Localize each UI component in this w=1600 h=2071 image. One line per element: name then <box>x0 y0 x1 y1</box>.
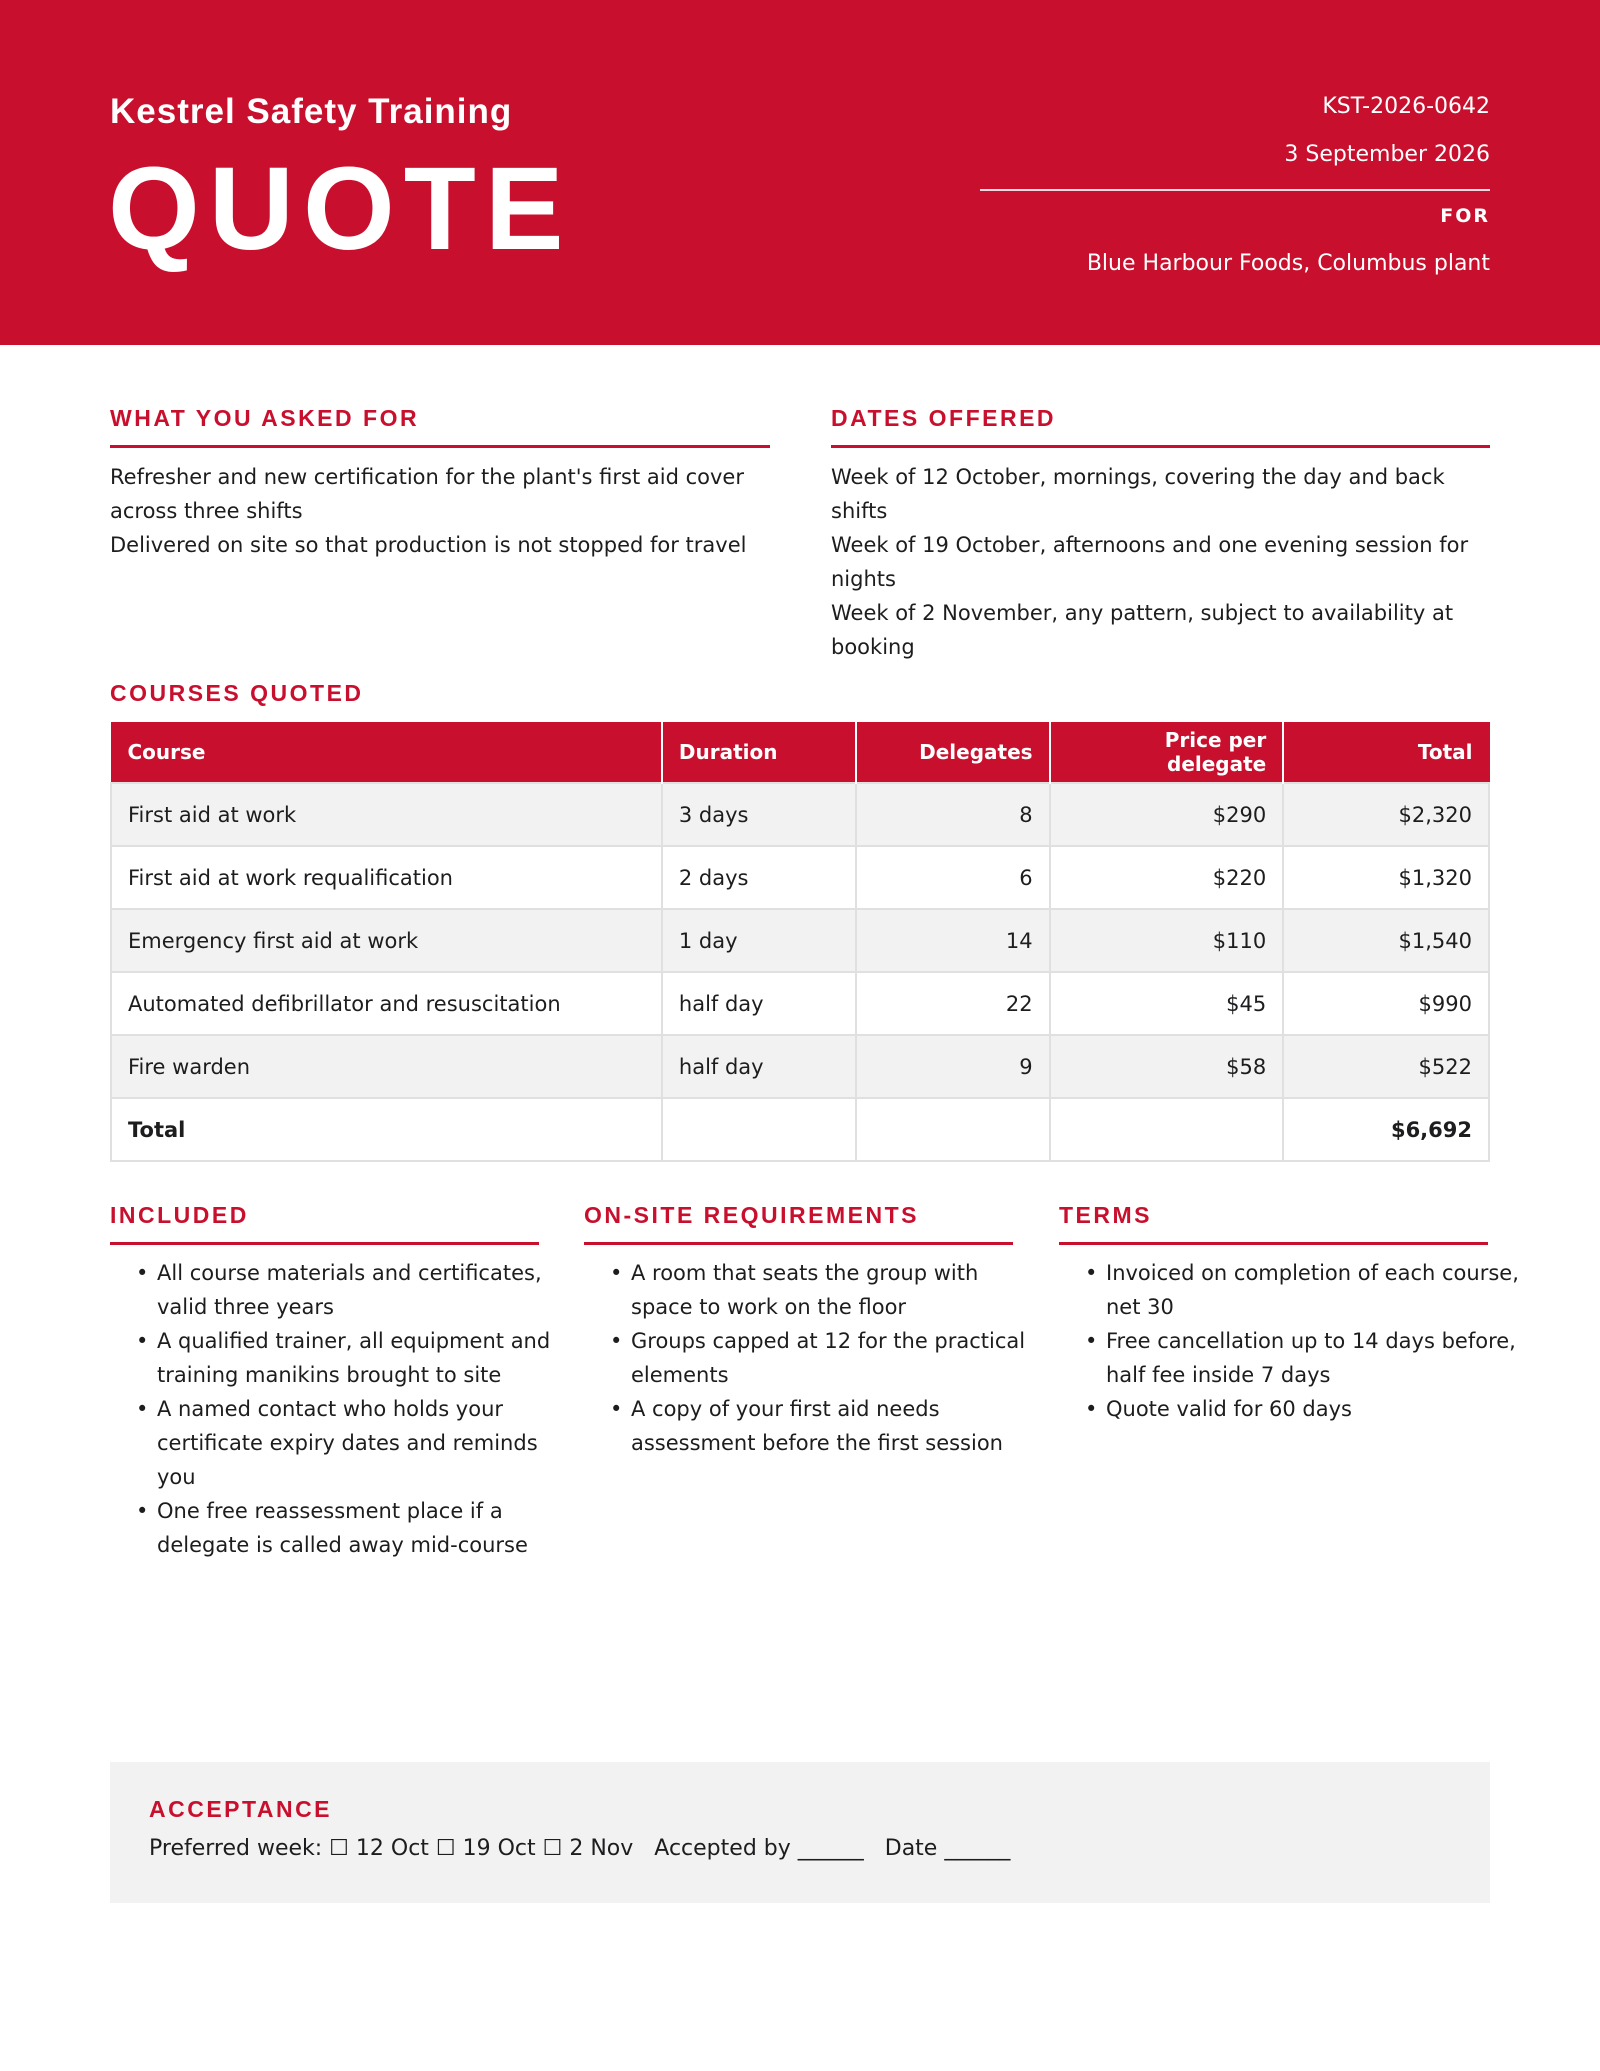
course-price: $220 <box>1050 846 1284 909</box>
list-item: • A room that seats the group with space to work on the floor <box>584 1256 1044 1324</box>
asked-title: WHAT YOU ASKED FOR <box>110 405 420 431</box>
column-header: Total <box>1283 722 1489 783</box>
empty-cell <box>662 1098 856 1161</box>
quote-date: 3 September 2026 <box>1284 142 1490 167</box>
course-delegates: 22 <box>856 972 1050 1035</box>
included-list <box>110 1256 570 1562</box>
table-row <box>111 1035 1489 1098</box>
quote-header <box>0 0 1600 345</box>
course-delegates: 8 <box>856 783 1050 846</box>
company-name: Kestrel Safety Training <box>110 92 513 131</box>
date-option: Week of 2 November, any pattern, subject to availability at booking <box>831 601 1454 659</box>
acceptance-title: ACCEPTANCE <box>149 1796 333 1822</box>
quote-reference: KST-2026-0642 <box>1322 94 1490 119</box>
empty-cell <box>856 1098 1050 1161</box>
course-delegates: 9 <box>856 1035 1050 1098</box>
courses-title: COURSES QUOTED <box>110 680 364 706</box>
dates-rule <box>831 445 1490 448</box>
course-delegates: 14 <box>856 909 1050 972</box>
total-label: Total <box>111 1098 662 1161</box>
course-total: $1,540 <box>1283 909 1489 972</box>
asked-line: Delivered on site so that production is not stopped for travel <box>110 533 747 557</box>
course-total: $1,320 <box>1283 846 1489 909</box>
total-value: $6,692 <box>1283 1098 1489 1161</box>
header-divider <box>980 189 1490 191</box>
course-name: First aid at work <box>111 783 662 846</box>
requirements-rule <box>584 1242 1013 1245</box>
list-item: • Invoiced on completion of each course, net 30 <box>1059 1256 1519 1324</box>
table-row <box>111 972 1489 1035</box>
accepted-by-field[interactable]: Accepted by ______ <box>654 1836 864 1861</box>
table-row <box>111 846 1489 909</box>
included-rule <box>110 1242 539 1245</box>
course-delegates: 6 <box>856 846 1050 909</box>
terms-list <box>1059 1256 1519 1426</box>
list-item: • A named contact who holds your certificate expiry dates and reminds you <box>110 1392 570 1494</box>
course-name: Automated defibrillator and resuscitation <box>111 972 662 1035</box>
column-header: Duration <box>662 722 856 783</box>
course-name: Fire warden <box>111 1035 662 1098</box>
list-item: • Groups capped at 12 for the practical elements <box>584 1324 1044 1392</box>
dates-text <box>831 460 1490 664</box>
course-name: Emergency first aid at work <box>111 909 662 972</box>
list-item: • A copy of your first aid needs assessment before the first session <box>584 1392 1044 1460</box>
terms-title: TERMS <box>1059 1202 1152 1228</box>
preferred-week-field[interactable]: Preferred week: ☐ 12 Oct ☐ 19 Oct ☐ 2 Nov <box>149 1836 634 1861</box>
for-label: FOR <box>1440 205 1490 227</box>
course-duration: 1 day <box>662 909 856 972</box>
empty-cell <box>1050 1098 1284 1161</box>
course-total: $2,320 <box>1283 783 1489 846</box>
course-price: $58 <box>1050 1035 1284 1098</box>
courses-table <box>110 722 1490 1162</box>
date-option: Week of 12 October, mornings, covering the day and back shifts <box>831 465 1445 523</box>
course-name: First aid at work requalification <box>111 846 662 909</box>
course-total: $522 <box>1283 1035 1489 1098</box>
client-name: Blue Harbour Foods, Columbus plant <box>1086 251 1490 276</box>
course-price: $45 <box>1050 972 1284 1035</box>
acceptance-line <box>149 1836 1024 1861</box>
table-row <box>111 783 1489 846</box>
requirements-list <box>584 1256 1044 1460</box>
course-duration: half day <box>662 972 856 1035</box>
course-duration: half day <box>662 1035 856 1098</box>
list-item: • All course materials and certificates, valid three years <box>110 1256 570 1324</box>
list-item: • Quote valid for 60 days <box>1059 1392 1519 1426</box>
course-duration: 3 days <box>662 783 856 846</box>
column-header: Course <box>111 722 662 783</box>
asked-line: Refresher and new certification for the plant's first aid cover across three shifts <box>110 465 744 523</box>
acceptance-box <box>110 1762 1490 1903</box>
list-item: • Free cancellation up to 14 days before, half fee inside 7 days <box>1059 1324 1519 1392</box>
requirements-title: ON-SITE REQUIREMENTS <box>584 1202 919 1228</box>
column-header: Delegates <box>856 722 1050 783</box>
column-header: Price per delegate <box>1050 722 1284 783</box>
date-field[interactable]: Date ______ <box>884 1836 1011 1861</box>
total-row <box>111 1098 1489 1161</box>
list-item: • A qualified trainer, all equipment and training manikins brought to site <box>110 1324 570 1392</box>
table-header-row <box>111 722 1489 783</box>
table-row <box>111 909 1489 972</box>
dates-title: DATES OFFERED <box>831 405 1057 431</box>
course-price: $290 <box>1050 783 1284 846</box>
asked-rule <box>110 445 770 448</box>
course-total: $990 <box>1283 972 1489 1035</box>
asked-text <box>110 460 770 562</box>
terms-rule <box>1059 1242 1488 1245</box>
included-title: INCLUDED <box>110 1202 249 1228</box>
course-duration: 2 days <box>662 846 856 909</box>
course-price: $110 <box>1050 909 1284 972</box>
list-item: • One free reassessment place if a delegate is called away mid-course <box>110 1494 570 1562</box>
document-title: QUOTE <box>108 143 573 275</box>
date-option: Week of 19 October, afternoons and one evening session for nights <box>831 533 1469 591</box>
